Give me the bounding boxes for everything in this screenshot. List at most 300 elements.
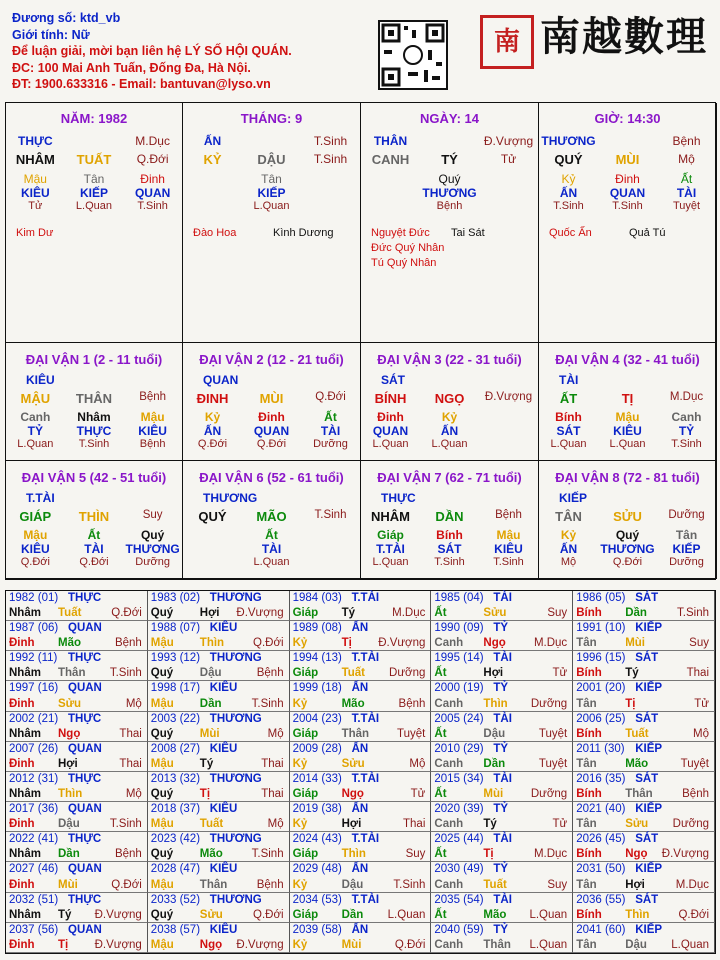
luck-title: ĐẠI VẬN 2 (12 - 21 tuổi) (199, 352, 344, 367)
year-label: 2005 (24) (434, 712, 484, 725)
year-branch: Tị (199, 788, 211, 801)
year-stem: Mậu (150, 878, 174, 891)
year-branch: Mão (341, 697, 365, 710)
luck-stage (301, 556, 359, 568)
year-branch: Ngọ (58, 727, 81, 740)
hidden-stem-row (361, 172, 538, 186)
year-cell (6, 712, 148, 742)
luck-god: THỰC (381, 491, 416, 505)
pillar-god: THỰC (18, 134, 53, 148)
year-stage: L.Quan (529, 908, 568, 921)
luck-stem: ẤT (559, 391, 578, 406)
year-branch: Sửu (483, 607, 507, 620)
luck-god: THƯƠNG (203, 491, 258, 505)
year-branch: Tị (483, 848, 494, 861)
luck-stem: TÂN (555, 509, 582, 524)
luck-title: ĐẠI VẬN 8 (72 - 81 tuổi) (555, 470, 700, 485)
year-stage: Bệnh (682, 788, 709, 801)
year-stage: Mộ (267, 727, 284, 740)
address: ĐC: 100 Mai Anh Tuấn, Đống Đa, Hà Nội. (12, 60, 251, 75)
hidden-stage-row (361, 200, 538, 212)
year-label: 2031 (50) (576, 863, 626, 876)
luck-stage: Q.Đới (256, 438, 287, 450)
year-label: 1992 (11) (9, 652, 58, 665)
year-stem: Kỷ (292, 637, 308, 650)
year-branch: Mùi (58, 878, 78, 891)
year-stem: Canh (434, 938, 464, 951)
pillar-stem: CANH (371, 152, 410, 167)
luck-hidden-row (6, 410, 182, 424)
year-god: T.TÀI (351, 893, 380, 906)
luck-stage: Q.Đới (79, 556, 109, 568)
luck-hidden-god-row (539, 542, 716, 556)
year-god: KIÊU (209, 742, 238, 755)
luck-stem: BÍNH (374, 391, 407, 406)
year-stage: M.Dục (533, 848, 568, 861)
year-god: KIẾP (635, 923, 663, 936)
year-stage: Dưỡng (389, 667, 426, 680)
luck-hidden-row (361, 410, 538, 424)
year-label: 2023 (42) (150, 833, 201, 846)
year-god: THƯƠNG (209, 652, 262, 665)
pillar-god-row (6, 134, 182, 148)
luck-stage-row (539, 438, 716, 450)
shensha-list (16, 226, 182, 241)
luck-stage: Dưỡng (135, 556, 171, 568)
year-branch: Tị (58, 938, 69, 951)
year-stage: Tuyệt (538, 757, 568, 770)
pillar-stem: MÙI (615, 152, 640, 167)
year-stage: Mộ (125, 697, 142, 710)
shensha-item: Kình Dương (273, 227, 334, 239)
year-stem: Canh (434, 818, 464, 831)
pillar-god: Đ.Vượng (483, 134, 534, 148)
luck-stage-row (6, 438, 182, 450)
luck-stem-row (539, 391, 716, 406)
pillar-title: NGÀY: 14 (420, 111, 479, 126)
year-branch: Tuất (625, 727, 649, 740)
year-branch: Thân (483, 938, 511, 951)
pillar-title: GIỜ: 14:30 (594, 111, 661, 126)
luck-cell (6, 343, 183, 461)
year-stem: Tân (576, 637, 597, 650)
luck-stem-row (6, 391, 182, 406)
year-stage: Tuyệt (538, 727, 568, 740)
luck-hidden-god-row (361, 424, 538, 438)
luck-stage-row (361, 438, 538, 450)
year-label: 2032 (51) (9, 893, 59, 906)
year-cell (290, 651, 432, 681)
year-label: 2025 (44) (434, 833, 484, 846)
pillar-stem: TÝ (441, 152, 458, 167)
luck-hidden-god-row (183, 424, 360, 438)
year-stem: Tân (576, 757, 597, 770)
luck-stem: ĐINH (196, 391, 229, 406)
year-stem: Ất (434, 727, 447, 740)
luck-hidden-row (539, 528, 716, 542)
luck-stem: Suy (142, 509, 163, 521)
year-god: KIẾP (635, 742, 663, 755)
year-label: 2035 (54) (434, 893, 484, 906)
year-stage: Tử (410, 788, 426, 801)
luck-god: QUAN (203, 373, 239, 387)
hidden-stage: L.Quan (253, 200, 290, 212)
hidden-god-row (183, 186, 360, 200)
year-stem: Nhâm (9, 607, 41, 620)
hidden-stem (301, 172, 359, 186)
year-cell (6, 862, 148, 892)
year-cell (431, 802, 573, 832)
year-god: THƯƠNG (209, 833, 262, 846)
pillar-stem: DẬU (257, 152, 286, 167)
year-label: 2029 (48) (292, 863, 342, 876)
year-god: THỰC (68, 893, 102, 906)
year-stem: Bính (576, 727, 602, 740)
year-god: TỶ (493, 682, 509, 695)
year-stage: L.Quan (671, 938, 709, 951)
year-branch: Tý (483, 818, 497, 831)
year-stage: Q.Đới (111, 607, 142, 620)
hidden-god (183, 186, 241, 200)
luck-hidden-stem: Ất (87, 528, 101, 542)
header-info (12, 10, 292, 93)
year-cell (290, 591, 432, 621)
year-label: 2001 (20) (576, 682, 626, 695)
year-stem: Mậu (150, 697, 174, 710)
pillar-stem: Tử (500, 152, 517, 166)
year-cell (573, 651, 715, 681)
year-cell (6, 651, 148, 681)
year-god: THỰC (68, 772, 102, 785)
year-cell (573, 621, 715, 651)
year-cell (290, 923, 432, 953)
luck-title: ĐẠI VẬN 1 (2 - 11 tuổi) (25, 352, 163, 367)
hidden-stem: Ất (680, 172, 693, 186)
pillar-cell (6, 103, 183, 343)
luck-stem: THÂN (75, 391, 113, 406)
year-branch: Dậu (483, 727, 506, 740)
luck-hidden-stem: Kỷ (560, 528, 577, 542)
hidden-stem-row (183, 172, 360, 186)
year-stage: Tử (694, 697, 709, 710)
luck-title: ĐẠI VẬN 6 (52 - 61 tuổi) (199, 470, 344, 485)
hidden-stage: Tử (28, 200, 43, 212)
hidden-god: QUAN (609, 186, 646, 200)
year-label: 2016 (35) (576, 772, 626, 785)
year-cell (6, 772, 148, 802)
brand-logo: 南越數理 (540, 13, 708, 60)
year-branch: Dậu (199, 667, 222, 680)
luck-stage: L.Quan (550, 438, 587, 450)
luck-stage: T.Sinh (671, 438, 702, 450)
luck-god: SÁT (381, 373, 405, 387)
hidden-stem-row (6, 172, 182, 186)
year-branch: Sửu (341, 757, 365, 770)
year-god: ẤN (351, 742, 369, 755)
year-branch: Tị (341, 637, 352, 650)
year-god: TÀI (493, 712, 512, 725)
year-stem: Đinh (9, 697, 35, 710)
year-stem: Canh (434, 637, 464, 650)
year-label: 2010 (29) (434, 742, 484, 755)
pillar-god (65, 134, 123, 148)
year-label: 2028 (47) (150, 863, 201, 876)
hidden-stem: Tân (83, 172, 105, 186)
year-stem: Giáp (292, 788, 319, 801)
luck-stem: T.Sinh (314, 509, 347, 521)
hidden-stage-row (6, 200, 182, 212)
year-god: TÀI (493, 772, 512, 785)
year-cell (6, 893, 148, 923)
year-label: 2009 (28) (292, 742, 342, 755)
year-stage: L.Quan (529, 938, 568, 951)
qr-code-icon (378, 20, 448, 90)
year-god: THỰC (68, 652, 102, 665)
year-stem: Đinh (9, 818, 35, 831)
luck-stage: Q.Đới (20, 556, 50, 568)
year-god: SÁT (635, 592, 659, 604)
year-stage: Tử (552, 818, 568, 831)
year-cell (148, 591, 290, 621)
hidden-god: ẤN (559, 186, 578, 200)
year-god: TÀI (493, 592, 512, 604)
luck-hidden-row (361, 528, 538, 542)
hidden-god: KIẾP (79, 186, 108, 200)
pillar-god: THÂN (373, 134, 408, 148)
year-stage: Mộ (267, 818, 284, 831)
year-label: 1995 (14) (434, 652, 484, 665)
hidden-stem: Quý (438, 172, 461, 186)
year-god: THỰC (68, 592, 102, 604)
shensha-line (193, 226, 360, 241)
year-stage: Q.Đới (678, 908, 709, 921)
year-branch: Thìn (625, 908, 650, 921)
luck-stem: DẦN (435, 509, 464, 524)
year-god: TÀI (493, 893, 512, 906)
hidden-stem: Kỷ (561, 172, 576, 186)
year-stage: Bệnh (398, 697, 426, 710)
year-cell (148, 802, 290, 832)
year-cell (290, 862, 432, 892)
year-label: 2017 (36) (9, 803, 59, 816)
year-branch: Mùi (625, 637, 645, 650)
year-label: 2003 (22) (150, 712, 201, 725)
year-stage: Suy (689, 637, 709, 650)
luck-hidden-god: KIÊU (494, 542, 523, 556)
luck-hidden-god: THỰC (76, 424, 112, 438)
year-branch: Mùi (341, 938, 362, 951)
luck-stem: M.Dục (669, 391, 704, 403)
luck-stage: L.Quan (431, 438, 468, 450)
luck-stage: L.Quan (17, 438, 54, 450)
year-stem: Bính (576, 848, 602, 861)
year-stage: T.Sinh (109, 818, 142, 831)
year-label: 1988 (07) (150, 622, 201, 635)
year-label: 2014 (33) (292, 772, 342, 785)
luck-stage: Q.Đới (612, 556, 643, 568)
year-label: 1997 (16) (9, 682, 59, 695)
year-stage: Dưỡng (672, 818, 709, 831)
luck-title: ĐẠI VẬN 3 (22 - 31 tuổi) (377, 352, 522, 367)
hidden-god: QUAN (134, 186, 171, 200)
hidden-god (479, 186, 537, 200)
pillar-stem-row (361, 152, 538, 167)
year-stem: Nhâm (9, 727, 41, 740)
luck-hidden-god-row (6, 424, 182, 438)
year-stage: Mộ (409, 757, 426, 770)
luck-stage: L.Quan (372, 556, 409, 568)
hidden-stage: T.Sinh (553, 200, 584, 212)
luck-stage: T.Sinh (493, 556, 524, 568)
year-cell (573, 923, 715, 953)
year-stem: Kỷ (292, 757, 308, 770)
luck-hidden-god: T.TÀI (376, 542, 405, 556)
pillar-god: THƯƠNG (541, 134, 596, 148)
year-stem: Giáp (292, 667, 319, 680)
pillar-stem: KỶ (203, 152, 222, 167)
luck-stem: NHÂM (371, 509, 410, 524)
year-stage: Mộ (693, 727, 709, 740)
subject-name: Đương số: ktd_vb (12, 11, 121, 25)
year-stem: Đinh (9, 637, 35, 650)
luck-hidden-god (183, 542, 241, 556)
year-god: SÁT (635, 833, 659, 846)
luck-stem: MÃO (256, 509, 287, 524)
luck-cell (361, 343, 539, 461)
luck-hidden-god: KIÊU (138, 424, 167, 438)
year-stem: Ất (434, 667, 447, 680)
luck-hidden-row (183, 410, 360, 424)
year-stem: Giáp (292, 727, 319, 740)
year-stage: Đ.Vượng (94, 938, 142, 951)
luck-hidden-row (6, 528, 182, 542)
luck-hidden-stem: Nhâm (77, 410, 111, 424)
luck-hidden-god-row (6, 542, 182, 556)
luck-hidden-stem: Ất (324, 410, 337, 424)
year-stage: Đ.Vượng (236, 607, 284, 620)
year-cell (573, 772, 715, 802)
year-cell (573, 591, 715, 621)
year-label: 1991 (10) (576, 622, 626, 635)
luck-hidden-stem: Mậu (615, 410, 640, 424)
year-stage: Mộ (125, 788, 142, 801)
shensha-item: Quốc Ấn (549, 227, 592, 239)
year-stage: Suy (547, 878, 568, 891)
year-label: 2026 (45) (576, 833, 626, 846)
year-cell (6, 591, 148, 621)
year-branch: Thìn (58, 788, 83, 801)
year-stage: T.Sinh (109, 667, 142, 680)
year-label: 2002 (21) (9, 712, 59, 725)
luck-hidden-stem: Mậu (23, 528, 48, 542)
year-god: ẤN (351, 923, 369, 936)
year-god: KIẾP (635, 622, 663, 635)
hidden-god (361, 186, 419, 200)
year-label: 1994 (13) (292, 652, 342, 665)
year-stage: Thai (261, 788, 284, 801)
year-stage: Bệnh (256, 878, 284, 891)
year-stem: Tân (576, 878, 597, 891)
hidden-stem-row (539, 172, 716, 186)
luck-stem: MÙI (259, 391, 284, 406)
pillar-stem: Q.Đới (136, 152, 169, 166)
year-god: THƯƠNG (209, 772, 262, 785)
year-branch: Hợi (625, 878, 645, 891)
shensha-list (371, 226, 538, 271)
year-god: T.TÀI (351, 772, 380, 785)
luck-hidden-stem: Bính (436, 528, 463, 542)
year-stem: Mậu (150, 938, 174, 951)
year-branch: Thìn (483, 697, 508, 710)
luck-hidden-god (479, 424, 537, 438)
luck-cell (183, 461, 361, 579)
year-cell (290, 742, 432, 772)
phone-email[interactable]: ĐT: 1900.633316 - Email: bantuvan@lyso.vn (12, 77, 271, 91)
luck-god: KIẾP (559, 491, 588, 505)
year-branch: Ngọ (625, 848, 648, 861)
luck-cell (539, 343, 717, 461)
year-cell (431, 832, 573, 862)
hidden-stage: Bệnh (436, 200, 463, 212)
gender: Giới tính: Nữ (12, 27, 90, 42)
luck-hidden-stem: Kỷ (204, 410, 221, 424)
pillar-stem: Mộ (678, 152, 695, 166)
year-label: 2011 (30) (576, 742, 625, 755)
year-label: 2020 (39) (434, 803, 484, 816)
year-god: SÁT (635, 772, 659, 785)
hidden-stem (479, 172, 537, 186)
year-label: 2024 (43) (292, 833, 342, 846)
year-branch: Dần (58, 848, 80, 861)
year-cell (148, 832, 290, 862)
luck-hidden-god: ẤN (559, 542, 578, 556)
year-stage: Đ.Vượng (236, 938, 284, 951)
hidden-god: KIÊU (20, 186, 50, 200)
luck-stage: L.Quan (609, 438, 646, 450)
hidden-god-row (361, 186, 538, 200)
year-stem: Canh (434, 757, 464, 770)
year-god: T.TÀI (351, 592, 380, 604)
year-branch: Thân (199, 878, 228, 891)
year-label: 1990 (09) (434, 622, 484, 635)
hidden-stage: L.Quan (75, 200, 113, 212)
year-stem: Mậu (150, 637, 174, 650)
year-stage: Suy (405, 848, 426, 861)
year-stem: Ất (434, 848, 447, 861)
year-cell (573, 802, 715, 832)
luck-stage-row (6, 556, 182, 568)
hidden-stage-row (539, 200, 716, 212)
luck-hidden-row (183, 528, 360, 542)
year-god: TỶ (493, 803, 509, 816)
luck-stage: Mộ (560, 556, 577, 568)
luck-stem: Dưỡng (668, 509, 705, 521)
year-branch: Sửu (58, 697, 82, 710)
pillar-god: T.Sinh (313, 134, 348, 148)
year-stem: Bính (576, 788, 602, 801)
year-stem: Tân (576, 938, 597, 951)
luck-hidden-stem: Đinh (377, 410, 404, 424)
luck-cell (6, 461, 183, 579)
luck-hidden-god: THƯƠNG (125, 542, 180, 556)
year-cell (431, 651, 573, 681)
hidden-stage: Tuyệt (672, 200, 701, 212)
year-branch: Dần (341, 908, 364, 921)
luck-stage-row (539, 556, 716, 568)
year-stage: Q.Đới (253, 637, 284, 650)
year-branch: Hợi (58, 757, 78, 770)
year-cell (431, 712, 573, 742)
